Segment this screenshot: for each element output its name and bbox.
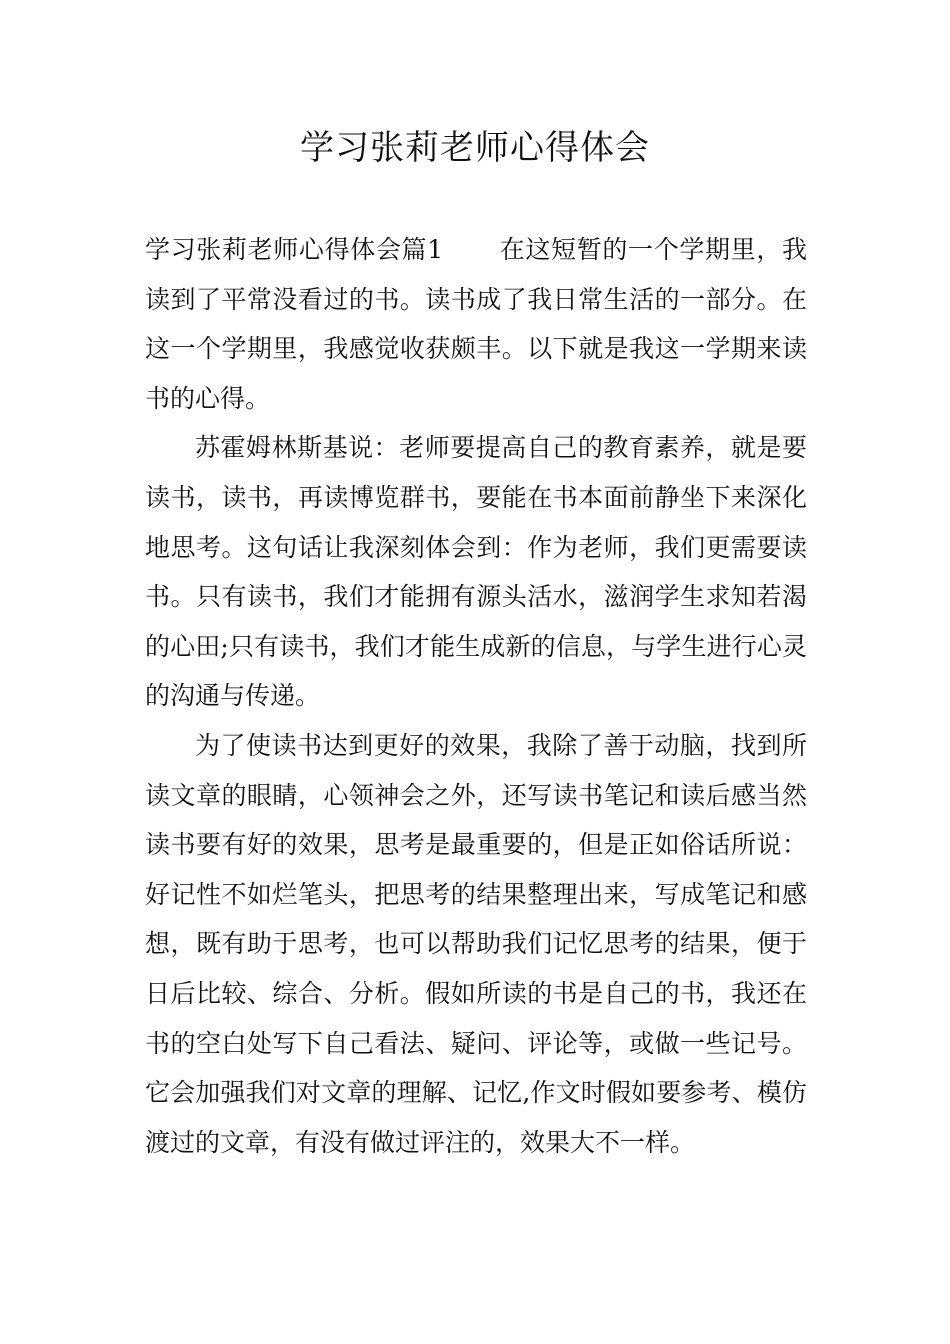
paragraph-1 xyxy=(145,225,807,423)
document-body xyxy=(145,225,807,1167)
paragraph-3: 为了使读书达到更好的效果，我除了善于动脑，找到所读文章的眼睛，心领神会之外，还写读书笔记和读后感当然读书要有好的效果，思考是最重要的，但是正如俗话所说：好记性不如烂笔头，把思考的结果整理出来，写成笔记和感想，既有助于思考，也可以帮助我们记忆思考的结果，便于日后比较、综合、分析。假如所读的书是自己的书，我还在书的空白处写下自己看法、疑问、评论等，或做一些记号。它会加强我们对文章的理解、记忆,作文时假如要参考、模仿渡过的文章，有没有做过评注的，效果大不一样。 xyxy=(145,730,807,1157)
document-title: 学习张莉老师心得体会 xyxy=(300,128,650,168)
section-heading: 学习张莉老师心得体会篇1 xyxy=(145,235,444,264)
paragraph-2: 苏霍姆林斯基说：老师要提高自己的教育素养，就是要读书，读书，再读博览群书，要能在书本面前静坐下来深化地思考。这句话让我深刻体会到：作为老师，我们更需要读书。只有读书，我们才能拥有源头活水，滋润学生求知若渴的心田;只有读书，我们才能生成新的信息，与学生进行心灵的沟通与传递。 xyxy=(145,433,807,711)
paragraph-1-text: 在这短暂的一个学期里，我读到了平常没看过的书。读书成了我日常生活的一部分。在这一个学期里，我感觉收获颇丰。以下就是我这一学期来读书的心得。 xyxy=(145,235,807,413)
